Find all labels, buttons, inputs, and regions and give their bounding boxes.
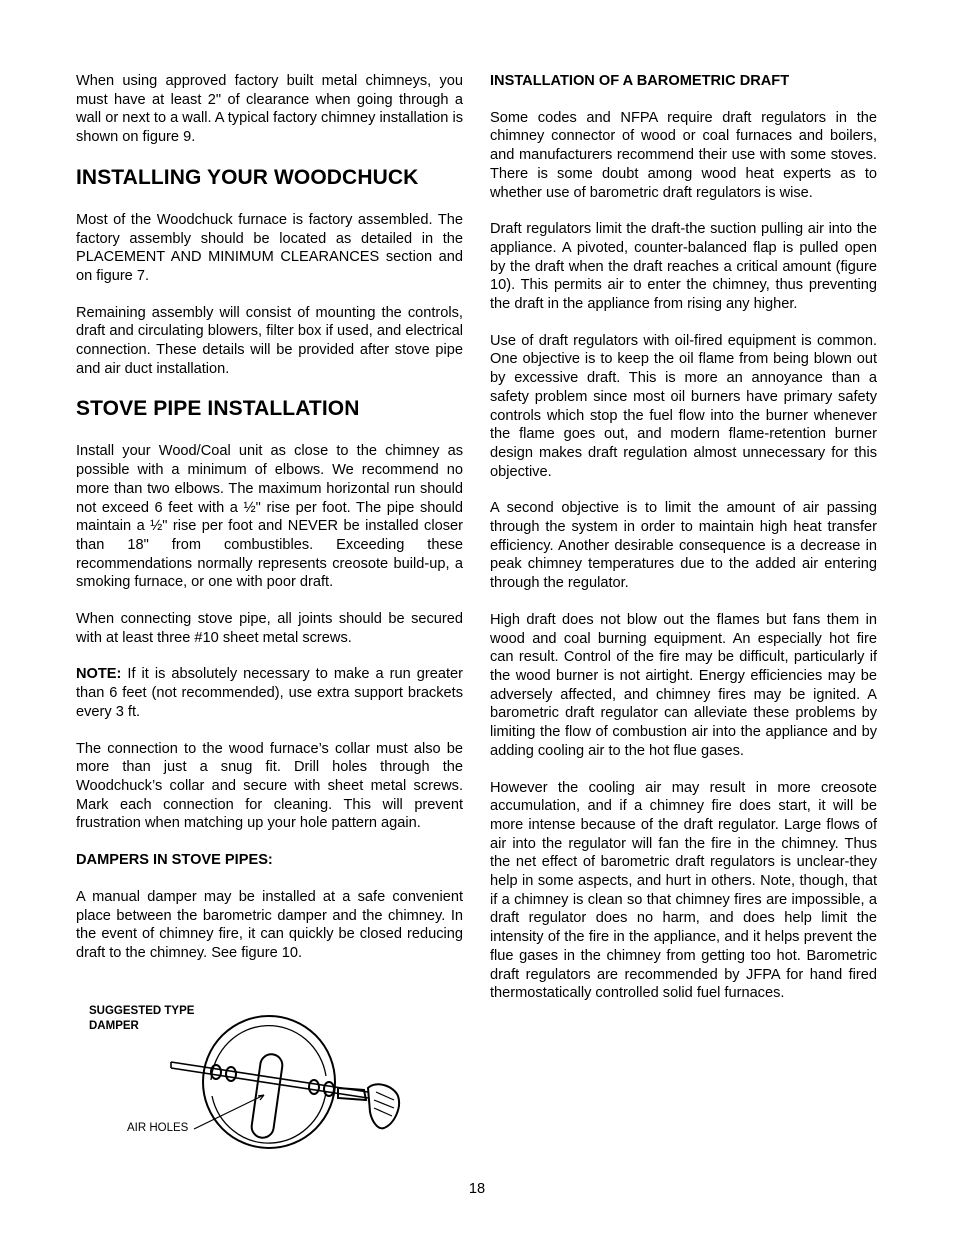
intro-paragraph: When using approved factory built metal chimneys, you must have at least 2" of clearance when going through a wall or next to a wall. A typical factory chimney installation is shown on figure 9. (76, 73, 463, 146)
left-column (76, 72, 463, 981)
page-number: 18 (468, 1181, 486, 1197)
stove-paragraph-2: When connecting stove pipe, all joints should be secured with at least three #10 sheet metal screws. (76, 611, 463, 646)
stove-paragraph-1: Install your Wood/Coal unit as close to the chimney as possible with a minimum of elbows. We recommend no more than two elbows. The maximum horizontal run should not exceed 6 feet with a ½" rise per foot. The pipe should maintain a ½" rise per foot and NEVER be installed closer than 18" from combustibles. Exceeding these recommendations normally represents creosote build-up, a smoking furnace, or one with poor draft. (76, 443, 463, 591)
barometric-paragraph-3: Use of draft regulators with oil-fired equipment is common. One objective is to keep the oil flame from being blown out by excessive draft. This is more an annoyance than a safety problem since most oil burners have primary safety controls which stop the fuel flow into the burner whenever the flame goes out, and modern flame-retention burner design makes draft regulation almost unnecessary for this objective. (490, 332, 877, 480)
install-paragraph-2: Remaining assembly will consist of mounting the controls, draft and circulating blowers, filter box if used, and electrical connection. These details will be provided after stove pipe and air duct installation. (76, 304, 463, 377)
barometric-paragraph-5: High draft does not blow out the flames but fans them in wood and coal burning equipment. An especially hot fire can result. Control of the fire may be difficult, particularly if the wood burner is not airtight. Energy efficiencies may be adversely affected, and chimney fires may be ignited. A barometric draft regulator can alleviate these problems by limiting the flow of combustion air into the appliance and by adding cooling air to the hot flue gases. (490, 611, 877, 759)
stove-paragraph-4: The connection to the wood furnace’s collar must also be more than just a snug fit. Drill holes through the Woodchuck’s collar and secure with sheet metal screws. Mark each connection for cleaning. This will prevent frustration when matching up your hole pattern again. (76, 740, 463, 832)
install-paragraph-1: Most of the Woodchuck furnace is factory assembled. The factory assembly should be located as detailed in the PLACEMENT AND MINIMUM CLEARANCES section and on figure 7. (76, 211, 463, 284)
heading-installing-woodchuck: INSTALLING YOUR WOODCHUCK (76, 165, 419, 189)
heading-barometric-draft: INSTALLATION OF A BAROMETRIC DRAFT (490, 73, 790, 89)
note-paragraph (76, 665, 463, 721)
right-column (490, 72, 877, 1021)
barometric-paragraph-4: A second objective is to limit the amount of air passing through the system in order to maintain high heat transfer efficiency. Another desirable consequence is a decrease in peak chimney temperatures due to the added air entering through the regulator. (490, 500, 877, 592)
figure-title: SUGGESTED TYPE DAMPER (89, 1005, 195, 1032)
note-label: NOTE: (76, 666, 122, 683)
damper-figure (76, 1000, 463, 1160)
dampers-paragraph: A manual damper may be installed at a safe convenient place between the barometric damper and the chimney. In the event of chimney fire, it can quickly be closed reducing draft to the chimney. See figure 10. (76, 888, 463, 961)
air-holes-label: AIR HOLES (127, 1122, 189, 1134)
heading-dampers: DAMPERS IN STOVE PIPES: (76, 852, 273, 869)
heading-stove-pipe-installation: STOVE PIPE INSTALLATION (76, 397, 360, 421)
barometric-paragraph-1: Some codes and NFPA require draft regulators in the chimney connector of wood or coal furnaces and boilers, and manufacturers recommend their use with some stoves. There is some doubt among wood heat experts as to whether use of barometric draft regulators is wise. (490, 109, 877, 201)
note-text: If it is absolutely necessary to make a run greater than 6 feet (not recommended), use extra support brackets every 3 ft. (76, 666, 463, 720)
barometric-paragraph-6: However the cooling air may result in more creosote accumulation, and if a chimney fire does start, it will be more intense because of the draft regulator. Large flows of air into the regulator will fan the fire in the chimney. Thus the net effect of barometric draft regulators is unclear-they help in some aspects, and hurt in others. Note, though, that if a chimney is clean so that chimney fires are impossible, a draft regulator does no harm, and does help limit the intensity of the fire in the appliance, and it helps prevent the flue gases in the chimney from getting too hot. Barometric draft regulators are recommended by JFPA for hand fired thermostatically controlled solid fuel furnaces. (490, 779, 877, 1002)
barometric-paragraph-2: Draft regulators limit the draft-the suction pulling air into the appliance. A pivoted, counter-balanced flap is pulled open by the draft when the draft reaches a critical amount (figure 10). This permits air to enter the chimney, thus preventing the draft in the appliance from rising any higher. (490, 221, 877, 313)
damper-illustration-icon (76, 1000, 463, 1160)
